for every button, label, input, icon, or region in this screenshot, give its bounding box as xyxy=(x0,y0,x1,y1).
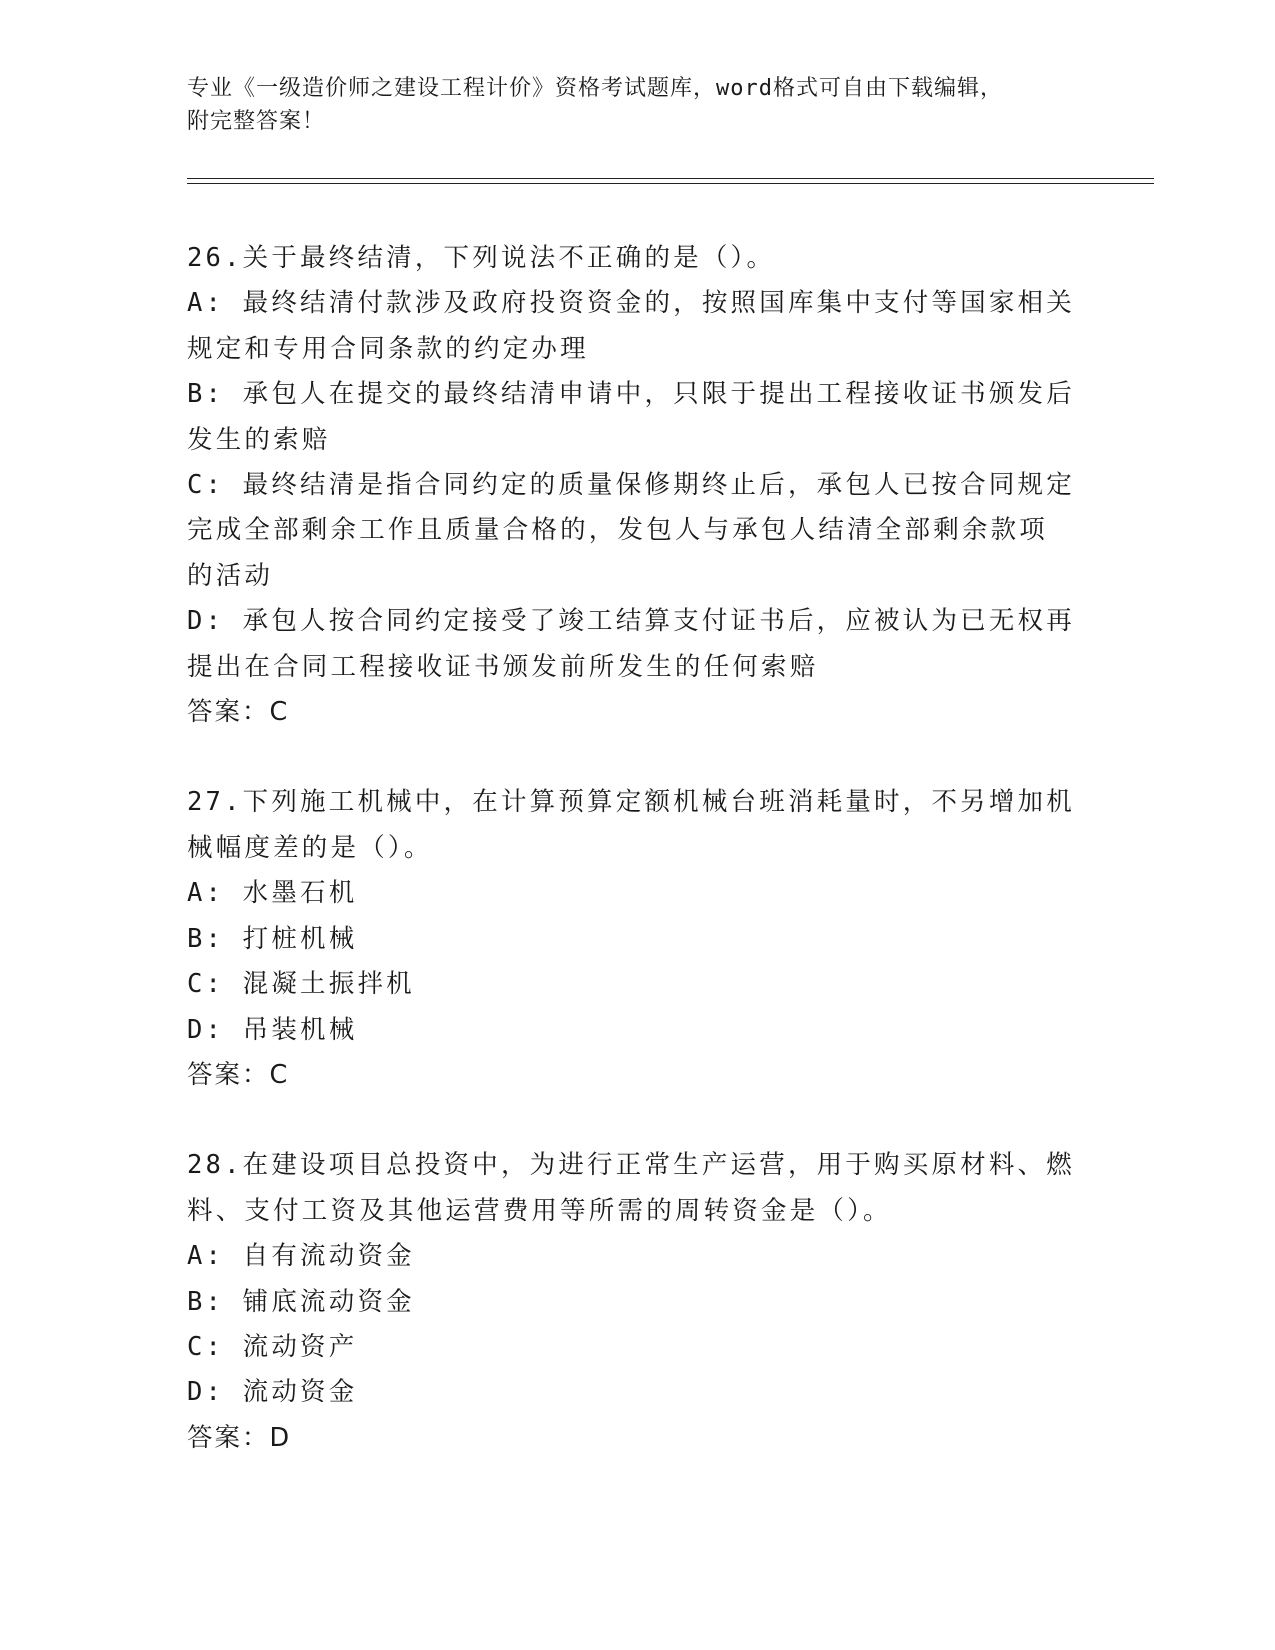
question-list xyxy=(187,236,1077,1461)
question-stem-continued: 械幅度差的是（）。 xyxy=(187,832,433,863)
answer: 答案：D xyxy=(187,1422,292,1453)
option-b: B: 打桩机械 xyxy=(187,923,358,954)
question-stem: 27.下列施工机械中，在计算预算定额机械台班消耗量时，不另增加机 xyxy=(187,787,1075,818)
header-line-1: 专业《一级造价师之建设工程计价》资格考试题库，word格式可自由下载编辑， xyxy=(187,76,1003,101)
option-a: A: 水墨石机 xyxy=(187,878,358,909)
option-a-continued: 规定和专用合同条款的约定办理 xyxy=(187,333,589,364)
option-a: A: 自有流动资金 xyxy=(187,1241,415,1272)
question-stem: 28.在建设项目总投资中，为进行正常生产运营，用于购买原材料、燃 xyxy=(187,1150,1075,1181)
option-b-continued: 发生的索赔 xyxy=(187,424,331,455)
question-27 xyxy=(187,780,1077,1098)
option-c: C: 最终结清是指合同约定的质量保修期终止后，承包人已按合同规定 xyxy=(187,470,1075,501)
answer: 答案：C xyxy=(187,697,290,728)
option-d: D: 承包人按合同约定接受了竣工结算支付证书后，应被认为已无权再 xyxy=(187,606,1075,637)
question-stem-continued: 料、支付工资及其他运营费用等所需的周转资金是（）。 xyxy=(187,1195,892,1226)
option-c-continued-2: 的活动 xyxy=(187,560,274,591)
header-divider-bottom xyxy=(187,183,1154,184)
question-stem: 26.关于最终结清，下列说法不正确的是（）。 xyxy=(187,243,776,273)
option-c: C: 混凝土振拌机 xyxy=(187,969,415,1000)
answer: 答案：C xyxy=(187,1059,290,1090)
option-d: D: 吊装机械 xyxy=(187,1014,358,1045)
header-line-2: 附完整答案！ xyxy=(187,109,326,134)
document-header xyxy=(187,72,1087,138)
option-a: A: 最终结清付款涉及政府投资资金的，按照国库集中支付等国家相关 xyxy=(187,288,1075,319)
option-d: D: 流动资金 xyxy=(187,1377,358,1408)
option-c-continued: 完成全部剩余工作且质量合格的，发包人与承包人结清全部剩余款项 xyxy=(187,515,1049,546)
option-d-continued: 提出在合同工程接收证书颁发前所发生的任何索赔 xyxy=(187,651,819,682)
question-28 xyxy=(187,1143,1077,1461)
option-b: B: 铺底流动资金 xyxy=(187,1286,415,1317)
question-26 xyxy=(187,236,1077,735)
option-b: B: 承包人在提交的最终结清申请中，只限于提出工程接收证书颁发后 xyxy=(187,379,1075,410)
header-divider-top xyxy=(187,178,1154,179)
option-c: C: 流动资产 xyxy=(187,1331,358,1362)
